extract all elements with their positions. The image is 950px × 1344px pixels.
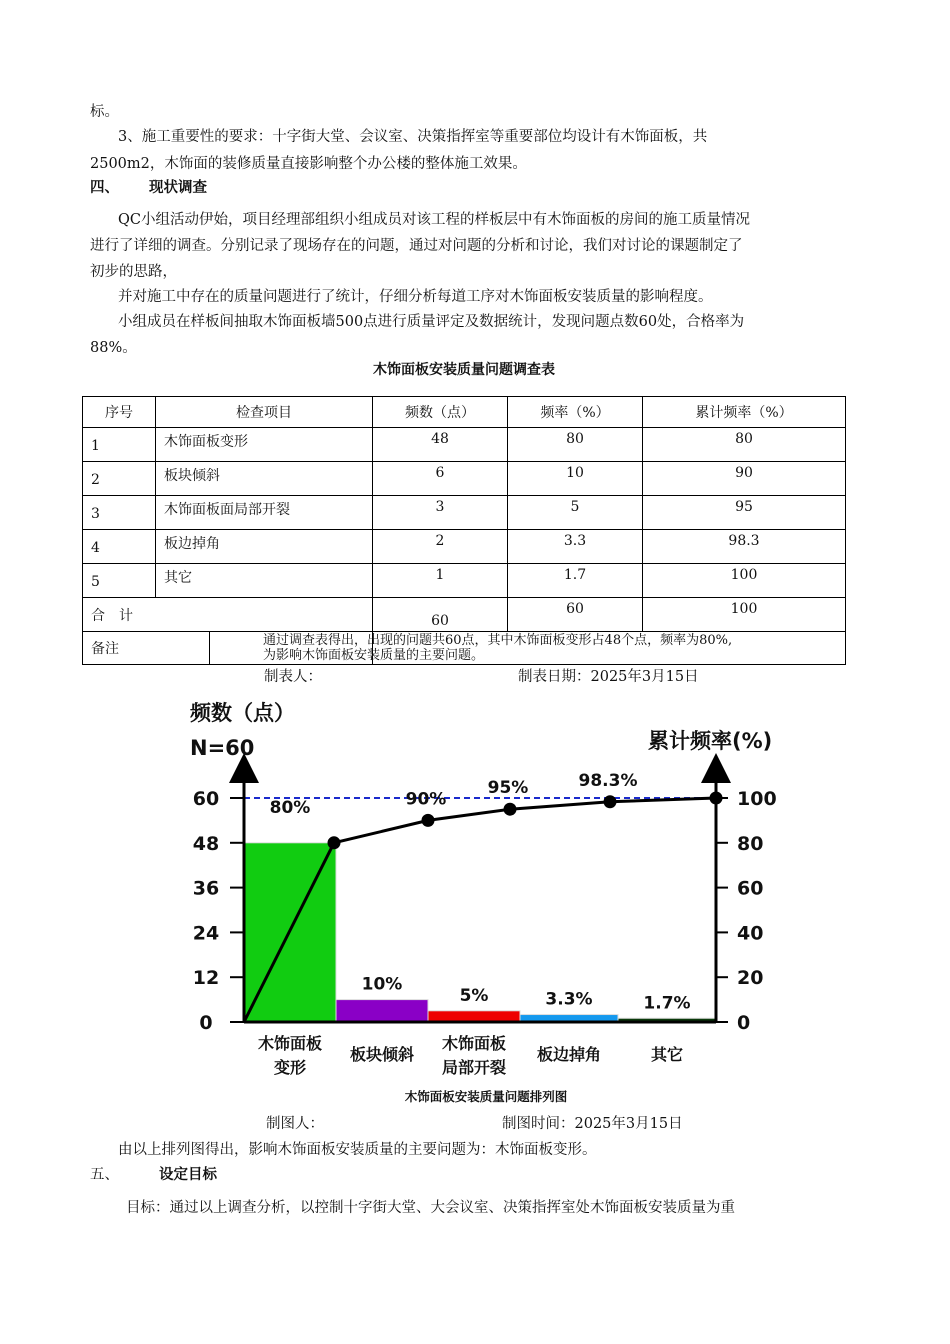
section-number: 五、 (90, 1167, 119, 1183)
right-tick-label: 60 (737, 877, 764, 900)
table-row (83, 428, 846, 462)
table-header-row (83, 397, 846, 428)
category-label: 局部开裂 (441, 1058, 507, 1077)
category-label: 板边掉角 (536, 1045, 602, 1064)
table-cell: 其它 (156, 564, 373, 598)
table-cell: 98.3 (643, 530, 846, 564)
cumulative-point (710, 792, 723, 805)
n-label: N=60 (190, 736, 255, 760)
table-title: 木饰面板安装质量问题调查表 (373, 362, 555, 378)
table-cell: 95 (643, 496, 846, 530)
table-cell: 5 (83, 564, 156, 598)
para-survey-3: 初步的思路， (90, 264, 177, 280)
table-cell: 90 (643, 462, 846, 496)
table-cell: 2 (373, 530, 508, 564)
left-axis-label: 频数（点） (190, 701, 295, 725)
table-cell: 3 (373, 496, 508, 530)
chart-maker: 制图人： (266, 1116, 324, 1132)
table-cell: 木饰面板面局部开裂 (156, 496, 373, 530)
survey-table (82, 396, 846, 665)
cumulative-point (328, 836, 341, 849)
table-cell: 1 (83, 428, 156, 462)
table-note-row (83, 632, 846, 665)
para-target: 目标：通过以上调查分析，以控制十字街大堂、大会议室、决策指挥室处木饰面板安装质量为重 (126, 1200, 735, 1216)
header-cell: 检查项目 (156, 397, 373, 428)
section-number: 四、 (90, 180, 119, 196)
bar-percent-label: 5% (459, 985, 489, 1006)
cumulative-label: 98.3% (578, 770, 638, 791)
left-tick-label: 60 (192, 788, 220, 810)
total-label: 合 计 (83, 598, 373, 632)
note-line: 通过调查表得出，出现的问题共60点，其中木饰面板变形占48个点，频率为80%, (263, 633, 733, 648)
note-text (251, 633, 845, 663)
table-row (83, 462, 846, 496)
category-label: 木饰面板 (441, 1034, 507, 1053)
header-cell: 累计频率（%） (643, 397, 846, 428)
bar-2 (336, 1000, 428, 1022)
note-line: 为影响木饰面板安装质量的主要问题。 (263, 648, 485, 663)
category-label: 变形 (273, 1058, 307, 1077)
header-cell: 序号 (83, 397, 156, 428)
section-heading-4 (90, 178, 207, 198)
right-tick-label: 0 (737, 1012, 751, 1034)
left-tick-label: 24 (192, 922, 220, 945)
total-freq: 60 (508, 598, 643, 632)
left-tick-label: 12 (192, 967, 220, 990)
chart-caption: 木饰面板安装质量问题排列图 (404, 1089, 568, 1104)
section-title: 现状调查 (149, 180, 207, 196)
table-date: 制表日期：2025年3月15日 (518, 669, 699, 685)
bar-percent-label: 80% (269, 797, 311, 818)
table-total-row (83, 598, 846, 632)
category-label: 木饰面板 (257, 1034, 323, 1053)
table-cell: 100 (643, 564, 846, 598)
table-cell: 80 (508, 428, 643, 462)
right-axis-label: 累计频率(%) (648, 729, 773, 753)
category-label: 其它 (650, 1045, 684, 1064)
category-label: 板块倾斜 (349, 1045, 415, 1064)
table-cell: 3 (83, 496, 156, 530)
section-title: 设定目标 (159, 1167, 217, 1183)
right-tick-label: 20 (737, 967, 764, 990)
bar-percent-label: 10% (361, 974, 403, 995)
table-cell: 10 (508, 462, 643, 496)
table-cell: 2 (83, 462, 156, 496)
para-conclusion: 由以上排列图得出，影响木饰面板安装质量的主要问题为：木饰面板变形。 (118, 1142, 597, 1158)
para-sampling-1: 小组成员在样板间抽取木饰面板墙500点进行质量评定及数据统计，发现问题点数60处，合格率为 (118, 314, 745, 330)
table-cell: 木饰面板变形 (156, 428, 373, 462)
chart-date: 制图时间：2025年3月15日 (502, 1116, 683, 1132)
table-cell: 5 (508, 496, 643, 530)
total-cum: 100 (643, 598, 846, 632)
table-cell: 48 (373, 428, 508, 462)
para-continuation: 标。 (90, 104, 119, 120)
note-label: 备注 (91, 641, 119, 657)
para-survey-2: 进行了详细的调查。分别记录了现场存在的问题，通过对问题的分析和讨论，我们对讨论的课题制定了 (90, 238, 743, 254)
table-cell: 板块倾斜 (156, 462, 373, 496)
table-cell: 4 (83, 530, 156, 564)
bar-percent-label: 3.3% (545, 989, 593, 1010)
para-survey-1: QC小组活动伊始，项目经理部组织小组成员对该工程的样板层中有木饰面板的房间的施工质量情况 (118, 212, 750, 228)
table-cell: 1 (373, 564, 508, 598)
table-cell: 板边掉角 (156, 530, 373, 564)
cumulative-point (504, 803, 517, 816)
para-importance: 3、施工重要性的要求：十字街大堂、会议室、决策指挥室等重要部位均设计有木饰面板，共 (118, 129, 708, 145)
right-tick-label: 80 (737, 832, 764, 855)
table-cell: 1.7 (508, 564, 643, 598)
left-tick-label: 0 (199, 1012, 213, 1034)
cumulative-point (604, 795, 617, 808)
table-cell: 6 (373, 462, 508, 496)
table-maker: 制表人： (264, 669, 322, 685)
header-cell: 频数（点） (373, 397, 508, 428)
bar-percent-label: 1.7% (643, 993, 691, 1014)
table-cell: 80 (643, 428, 846, 462)
pareto-chart (0, 690, 950, 1110)
section-heading-5 (90, 1165, 217, 1185)
right-tick-label: 100 (737, 788, 777, 810)
cumulative-label: 90% (405, 789, 447, 810)
para-statistics: 并对施工中存在的质量问题进行了统计，仔细分析每道工序对木饰面板安装质量的影响程度。 (118, 289, 713, 305)
para-sampling-2: 88%。 (90, 340, 137, 356)
header-cell: 频率（%） (508, 397, 643, 428)
table-cell: 3.3 (508, 530, 643, 564)
table-row (83, 530, 846, 564)
bar-3 (428, 1011, 520, 1022)
left-tick-label: 48 (192, 832, 220, 855)
cumulative-label: 95% (487, 778, 529, 799)
left-tick-label: 36 (192, 877, 220, 900)
table-row (83, 496, 846, 530)
para-importance-cont: 2500m2，木饰面的装修质量直接影响整个办公楼的整体施工效果。 (90, 156, 527, 172)
total-count: 60 (373, 598, 508, 632)
cumulative-point (422, 814, 435, 827)
right-tick-label: 40 (737, 922, 764, 945)
table-row (83, 564, 846, 598)
